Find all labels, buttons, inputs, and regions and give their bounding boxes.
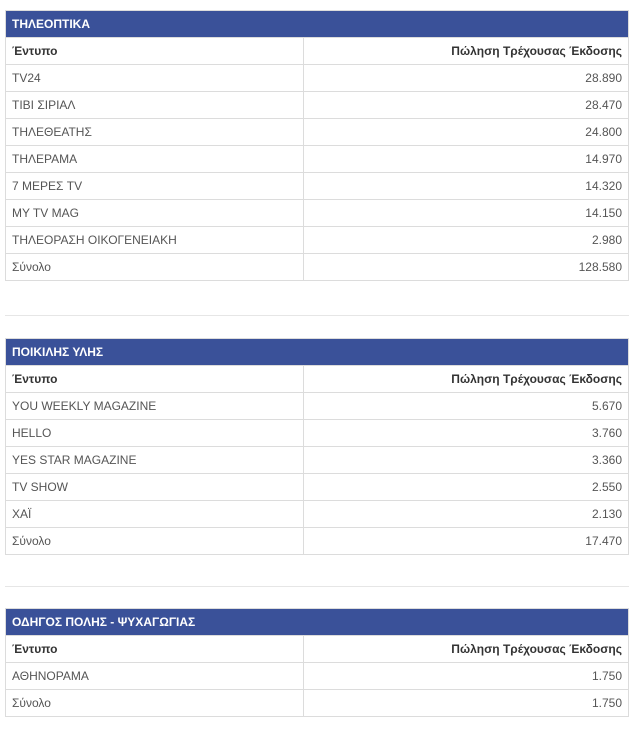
row-value: 1.750 [304,663,629,690]
table-row [6,65,629,92]
row-value: 3.760 [304,420,629,447]
table-row [6,447,629,474]
row-value: 3.360 [304,447,629,474]
row-name: ΤΙΒΙ ΣΙΡΙΑΛ [6,92,304,119]
table-row [6,146,629,173]
total-value: 1.750 [304,690,629,717]
sales-table-section-2 [5,338,629,555]
row-value: 5.670 [304,393,629,420]
row-value: 14.320 [304,173,629,200]
total-row [6,254,629,281]
total-label: Σύνολο [6,528,304,555]
row-name: TV24 [6,65,304,92]
table-row [6,173,629,200]
total-label: Σύνολο [6,690,304,717]
row-name: MY TV MAG [6,200,304,227]
column-header-sales: Πώληση Τρέχουσας Έκδοσης [304,366,629,393]
table-row [6,200,629,227]
row-value: 2.550 [304,474,629,501]
row-value: 24.800 [304,119,629,146]
total-row [6,528,629,555]
column-header-title: Έντυπο [6,38,304,65]
total-row [6,690,629,717]
table-row [6,119,629,146]
sales-table-section-3 [5,608,629,717]
table-row [6,474,629,501]
table-row [6,663,629,690]
row-name: ΤΗΛΕΡΑΜΑ [6,146,304,173]
section-title: ΟΔΗΓΟΣ ΠΟΛΗΣ - ΨΥΧΑΓΩΓΙΑΣ [6,609,629,636]
table-row [6,393,629,420]
row-name: 7 ΜΕΡΕΣ TV [6,173,304,200]
sales-table-section-1 [5,10,629,281]
row-name: TV SHOW [6,474,304,501]
column-header-sales: Πώληση Τρέχουσας Έκδοσης [304,636,629,663]
column-header-title: Έντυπο [6,366,304,393]
row-name: ΧΑΪ [6,501,304,528]
section-divider [5,315,629,316]
row-value: 2.980 [304,227,629,254]
section-divider [5,586,629,587]
row-name: ΑΘΗΝΟΡΑΜΑ [6,663,304,690]
row-name: YES STAR MAGAZINE [6,447,304,474]
total-value: 128.580 [304,254,629,281]
total-value: 17.470 [304,528,629,555]
row-value: 2.130 [304,501,629,528]
total-label: Σύνολο [6,254,304,281]
column-header-sales: Πώληση Τρέχουσας Έκδοσης [304,38,629,65]
row-value: 14.150 [304,200,629,227]
row-name: YOU WEEKLY MAGAZINE [6,393,304,420]
table-row [6,227,629,254]
section-title: ΤΗΛΕΟΠΤΙΚΑ [6,11,629,38]
table-row [6,501,629,528]
table-row [6,420,629,447]
row-value: 14.970 [304,146,629,173]
row-value: 28.470 [304,92,629,119]
row-value: 28.890 [304,65,629,92]
section-title: ΠΟΙΚΙΛΗΣ ΥΛΗΣ [6,339,629,366]
row-name: ΤΗΛΕΟΡΑΣΗ ΟΙΚΟΓΕΝΕΙΑΚΗ [6,227,304,254]
column-header-title: Έντυπο [6,636,304,663]
row-name: ΤΗΛΕΘΕΑΤΗΣ [6,119,304,146]
row-name: HELLO [6,420,304,447]
table-row [6,92,629,119]
